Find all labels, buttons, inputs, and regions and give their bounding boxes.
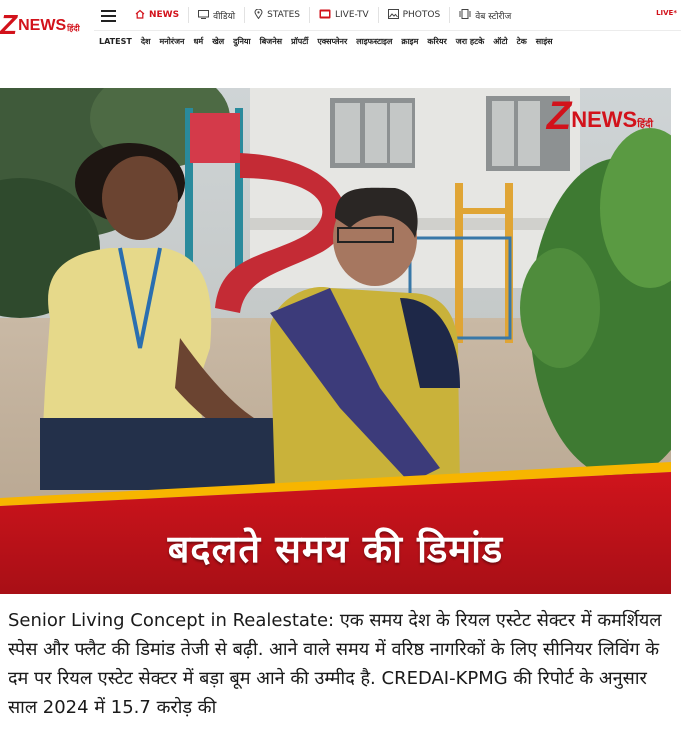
category-link[interactable]: टेक (516, 37, 527, 46)
menu-icon[interactable] (101, 10, 116, 21)
site-header (0, 0, 681, 55)
nav-web-stories-label: वेब स्टोरीज (475, 11, 512, 22)
home-icon (135, 9, 145, 22)
logo-news: NEWS (18, 17, 67, 34)
category-link[interactable]: बिजनेस (259, 37, 283, 46)
category-link[interactable]: LATEST (99, 37, 132, 46)
hero-banner-title: बदलते समय की डिमांड (167, 527, 504, 571)
category-link[interactable]: ऑटो (493, 37, 508, 46)
category-link[interactable]: खेल (212, 37, 225, 46)
site-logo[interactable] (0, 9, 80, 39)
category-link[interactable]: धर्म (193, 37, 204, 46)
live-tv-icon (319, 9, 331, 22)
category-link[interactable]: दुनिया (233, 37, 251, 46)
nav-states[interactable] (244, 7, 309, 23)
watermark-z: Z (546, 94, 572, 138)
category-link[interactable]: साइंस (535, 37, 553, 46)
category-link[interactable]: करियर (427, 37, 447, 46)
nav-video-label: वीडियो (213, 11, 236, 22)
top-navigation (126, 4, 520, 26)
article-body (8, 606, 673, 722)
category-link[interactable]: देश (140, 37, 151, 46)
article-paragraph: Senior Living Concept in Realestate: एक समय देश के रियल एस्टेट सेक्टर में कमर्शियल स्पेस और फ्लैट की डिमांड तेजी से बढ़ी. आने वाले समय में वरिष्ठ नागरिकों के लिए सीनियर लिविंग के दम पर रियल एस्टेट सेक्टर में बड़ा बूम आने की उम्मीद है. CREDAI-KPMG की रिपोर्ट के अनुसार साल 2024 में 15.7 करोड़ की (8, 610, 662, 718)
watermark-hindi: हिंदी (637, 119, 653, 130)
nav-live-tv[interactable] (309, 7, 378, 23)
nav-states-label: STATES (267, 10, 301, 20)
video-icon (198, 9, 209, 22)
watermark-news: NEWS (571, 107, 638, 132)
category-link[interactable]: मनोरंजन (159, 37, 185, 46)
category-link[interactable]: एक्सप्लेनर (317, 37, 348, 46)
live-badge[interactable]: LIVE* (656, 9, 677, 17)
category-link[interactable]: लाइफस्टाइल (356, 37, 393, 46)
nav-photos[interactable] (378, 7, 450, 23)
web-stories-icon (459, 9, 471, 22)
header-divider (94, 30, 681, 31)
nav-live-tv-label: LIVE-TV (335, 10, 369, 20)
nav-photos-label: PHOTOS (402, 10, 441, 20)
logo-hindi: हिंदी (67, 24, 80, 33)
location-pin-icon (254, 9, 263, 22)
category-link[interactable]: प्रॉपर्टी (291, 37, 309, 46)
category-link[interactable]: जरा हटके (455, 37, 485, 46)
photo-icon (388, 9, 399, 22)
nav-news-label: NEWS (149, 10, 180, 20)
category-navigation (99, 36, 562, 47)
hero-image (0, 88, 671, 594)
nav-news[interactable] (126, 7, 188, 23)
category-link[interactable]: क्राइम (401, 37, 419, 46)
nav-video[interactable] (188, 7, 244, 23)
hero-watermark-logo (547, 96, 653, 136)
logo-z: Z (0, 9, 18, 40)
nav-web-stories[interactable] (449, 7, 520, 23)
